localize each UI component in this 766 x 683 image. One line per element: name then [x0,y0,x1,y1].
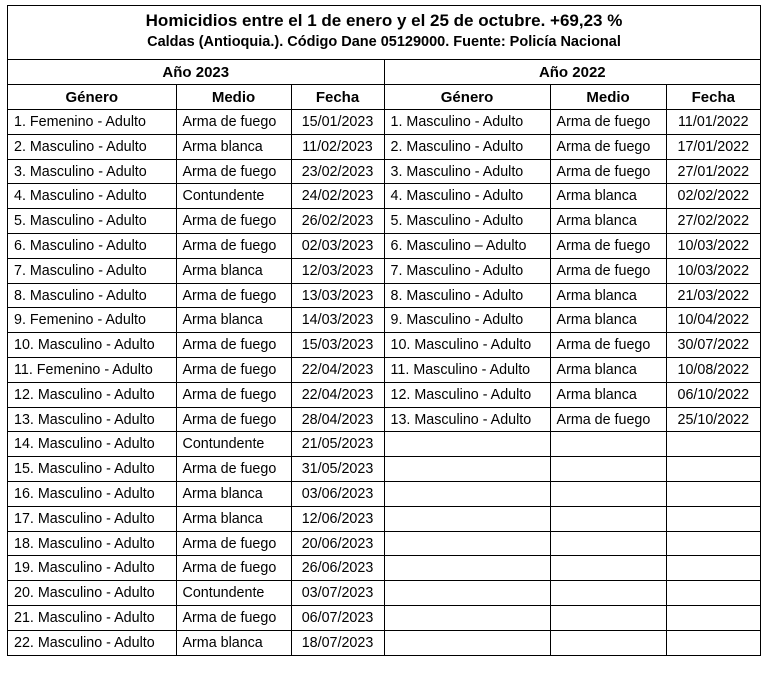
fecha-cell-2023: 15/01/2023 [291,110,384,135]
medio-cell-2022 [550,606,666,631]
genero-cell-2022 [384,531,550,556]
genero-cell-2023: 17. Masculino - Adulto [8,506,176,531]
medio-cell-2022 [550,432,666,457]
genero-cell-2023: 13. Masculino - Adulto [8,407,176,432]
genero-cell-2023: 12. Masculino - Adulto [8,382,176,407]
genero-cell-2022: 1. Masculino - Adulto [384,110,550,135]
fecha-cell-2023: 28/04/2023 [291,407,384,432]
medio-cell-2023: Arma de fuego [176,110,291,135]
medio-cell-2023: Contundente [176,184,291,209]
genero-cell-2022: 13. Masculino - Adulto [384,407,550,432]
fecha-cell-2022: 25/10/2022 [666,407,760,432]
table-row [8,630,760,655]
fecha-cell-2022 [666,432,760,457]
medio-cell-2023: Arma blanca [176,134,291,159]
medio-cell-2023: Arma blanca [176,258,291,283]
table-row [8,358,760,383]
medio-cell-2023: Arma blanca [176,630,291,655]
fecha-cell-2022: 10/04/2022 [666,308,760,333]
genero-cell-2022 [384,556,550,581]
genero-cell-2022: 12. Masculino - Adulto [384,382,550,407]
genero-header-2023: Género [8,85,176,110]
table-row [8,283,760,308]
medio-cell-2023: Arma de fuego [176,407,291,432]
fecha-cell-2022: 17/01/2022 [666,134,760,159]
table-row [8,556,760,581]
genero-cell-2022: 8. Masculino - Adulto [384,283,550,308]
genero-cell-2023: 18. Masculino - Adulto [8,531,176,556]
year-2023-header: Año 2023 [8,60,384,85]
genero-cell-2023: 9. Femenino - Adulto [8,308,176,333]
fecha-cell-2022 [666,457,760,482]
table-row [8,209,760,234]
table-body [8,110,760,656]
homicide-table [8,60,760,655]
table-row [8,333,760,358]
report-subtitle: Caldas (Antioquia.). Código Dane 05129000. Fuente: Policía Nacional [147,34,621,50]
column-header-row [8,85,760,110]
genero-cell-2023: 22. Masculino - Adulto [8,630,176,655]
fecha-cell-2022: 10/03/2022 [666,234,760,259]
fecha-cell-2023: 12/06/2023 [291,506,384,531]
table-row [8,258,760,283]
table-row [8,382,760,407]
fecha-cell-2022 [666,506,760,531]
genero-cell-2022: 10. Masculino - Adulto [384,333,550,358]
genero-cell-2023: 10. Masculino - Adulto [8,333,176,358]
fecha-cell-2022: 21/03/2022 [666,283,760,308]
table-row [8,482,760,507]
title-block [8,6,760,60]
genero-cell-2023: 11. Femenino - Adulto [8,358,176,383]
medio-cell-2022 [550,556,666,581]
medio-cell-2023: Arma blanca [176,482,291,507]
medio-cell-2023: Arma de fuego [176,531,291,556]
medio-cell-2022: Arma de fuego [550,234,666,259]
fecha-cell-2022: 30/07/2022 [666,333,760,358]
medio-cell-2023: Contundente [176,432,291,457]
fecha-cell-2023: 23/02/2023 [291,159,384,184]
medio-cell-2023: Arma de fuego [176,556,291,581]
table-row [8,531,760,556]
medio-cell-2023: Arma de fuego [176,382,291,407]
fecha-cell-2023: 26/06/2023 [291,556,384,581]
year-2022-header: Año 2022 [384,60,760,85]
fecha-cell-2023: 22/04/2023 [291,382,384,407]
medio-cell-2022 [550,457,666,482]
genero-cell-2022 [384,630,550,655]
fecha-cell-2022 [666,482,760,507]
year-header-row [8,60,760,85]
fecha-cell-2022 [666,556,760,581]
medio-cell-2022: Arma de fuego [550,110,666,135]
genero-cell-2022: 5. Masculino - Adulto [384,209,550,234]
genero-cell-2023: 19. Masculino - Adulto [8,556,176,581]
genero-cell-2023: 20. Masculino - Adulto [8,581,176,606]
table-row [8,308,760,333]
genero-cell-2022: 7. Masculino - Adulto [384,258,550,283]
genero-cell-2023: 8. Masculino - Adulto [8,283,176,308]
medio-cell-2022 [550,482,666,507]
fecha-cell-2022 [666,630,760,655]
table-row [8,184,760,209]
medio-cell-2022: Arma de fuego [550,134,666,159]
genero-cell-2022 [384,581,550,606]
genero-cell-2022 [384,457,550,482]
medio-cell-2023: Arma de fuego [176,159,291,184]
fecha-cell-2022: 10/03/2022 [666,258,760,283]
table-row [8,407,760,432]
table-row [8,506,760,531]
homicide-report [7,5,761,656]
fecha-cell-2022 [666,531,760,556]
genero-cell-2022 [384,606,550,631]
medio-cell-2022: Arma de fuego [550,407,666,432]
medio-cell-2023: Arma de fuego [176,209,291,234]
medio-cell-2022: Arma de fuego [550,333,666,358]
fecha-cell-2022 [666,581,760,606]
medio-cell-2022: Arma de fuego [550,159,666,184]
table-row [8,159,760,184]
medio-cell-2022 [550,630,666,655]
genero-cell-2022 [384,482,550,507]
genero-cell-2023: 1. Femenino - Adulto [8,110,176,135]
medio-cell-2023: Contundente [176,581,291,606]
medio-cell-2022: Arma blanca [550,382,666,407]
medio-cell-2022 [550,581,666,606]
medio-cell-2022: Arma blanca [550,308,666,333]
genero-cell-2022: 11. Masculino - Adulto [384,358,550,383]
genero-cell-2022: 9. Masculino - Adulto [384,308,550,333]
fecha-cell-2023: 02/03/2023 [291,234,384,259]
fecha-cell-2022: 11/01/2022 [666,110,760,135]
medio-header-2023: Medio [176,85,291,110]
fecha-cell-2022: 10/08/2022 [666,358,760,383]
genero-cell-2022: 6. Masculino – Adulto [384,234,550,259]
medio-cell-2023: Arma de fuego [176,606,291,631]
medio-cell-2022: Arma blanca [550,184,666,209]
fecha-cell-2023: 03/07/2023 [291,581,384,606]
fecha-cell-2023: 03/06/2023 [291,482,384,507]
table-row [8,234,760,259]
fecha-cell-2023: 13/03/2023 [291,283,384,308]
genero-cell-2023: 15. Masculino - Adulto [8,457,176,482]
medio-cell-2023: Arma blanca [176,506,291,531]
fecha-cell-2023: 18/07/2023 [291,630,384,655]
fecha-cell-2022: 06/10/2022 [666,382,760,407]
medio-cell-2023: Arma de fuego [176,283,291,308]
table-row [8,110,760,135]
medio-cell-2022 [550,531,666,556]
fecha-cell-2023: 14/03/2023 [291,308,384,333]
medio-header-2022: Medio [550,85,666,110]
medio-cell-2023: Arma de fuego [176,234,291,259]
table-row [8,134,760,159]
table-row [8,432,760,457]
genero-cell-2022: 2. Masculino - Adulto [384,134,550,159]
genero-cell-2022: 3. Masculino - Adulto [384,159,550,184]
medio-cell-2022: Arma blanca [550,209,666,234]
fecha-cell-2023: 26/02/2023 [291,209,384,234]
genero-cell-2023: 2. Masculino - Adulto [8,134,176,159]
medio-cell-2023: Arma de fuego [176,457,291,482]
report-title: Homicidios entre el 1 de enero y el 25 de octubre. +69,23 % [145,11,623,30]
medio-cell-2023: Arma de fuego [176,333,291,358]
fecha-cell-2022: 27/02/2022 [666,209,760,234]
medio-cell-2023: Arma de fuego [176,358,291,383]
table-row [8,606,760,631]
genero-cell-2023: 7. Masculino - Adulto [8,258,176,283]
genero-cell-2023: 4. Masculino - Adulto [8,184,176,209]
genero-cell-2022: 4. Masculino - Adulto [384,184,550,209]
fecha-cell-2023: 20/06/2023 [291,531,384,556]
medio-cell-2022 [550,506,666,531]
genero-cell-2023: 14. Masculino - Adulto [8,432,176,457]
fecha-cell-2023: 31/05/2023 [291,457,384,482]
fecha-cell-2022: 27/01/2022 [666,159,760,184]
table-row [8,457,760,482]
genero-cell-2023: 16. Masculino - Adulto [8,482,176,507]
genero-cell-2022 [384,506,550,531]
genero-cell-2023: 6. Masculino - Adulto [8,234,176,259]
fecha-cell-2023: 21/05/2023 [291,432,384,457]
fecha-cell-2022 [666,606,760,631]
fecha-cell-2022: 02/02/2022 [666,184,760,209]
fecha-cell-2023: 06/07/2023 [291,606,384,631]
genero-cell-2022 [384,432,550,457]
fecha-header-2022: Fecha [666,85,760,110]
genero-cell-2023: 5. Masculino - Adulto [8,209,176,234]
genero-cell-2023: 21. Masculino - Adulto [8,606,176,631]
medio-cell-2022: Arma blanca [550,358,666,383]
medio-cell-2023: Arma blanca [176,308,291,333]
fecha-cell-2023: 22/04/2023 [291,358,384,383]
genero-cell-2023: 3. Masculino - Adulto [8,159,176,184]
medio-cell-2022: Arma blanca [550,283,666,308]
fecha-cell-2023: 12/03/2023 [291,258,384,283]
medio-cell-2022: Arma de fuego [550,258,666,283]
fecha-header-2023: Fecha [291,85,384,110]
table-row [8,581,760,606]
fecha-cell-2023: 15/03/2023 [291,333,384,358]
genero-header-2022: Género [384,85,550,110]
fecha-cell-2023: 24/02/2023 [291,184,384,209]
fecha-cell-2023: 11/02/2023 [291,134,384,159]
